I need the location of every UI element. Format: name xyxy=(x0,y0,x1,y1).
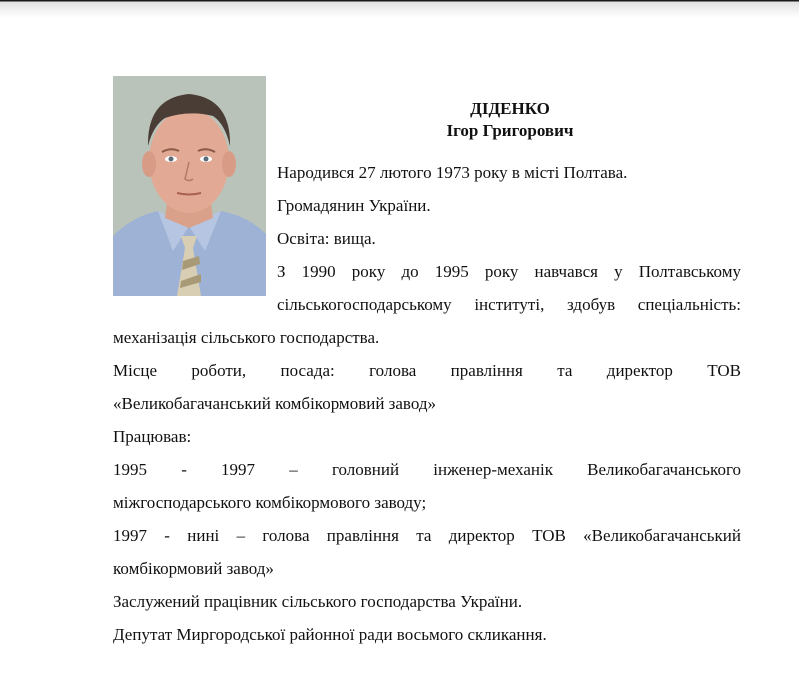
study-paragraph-cont xyxy=(277,295,741,315)
portrait-illustration xyxy=(113,76,266,296)
career-item-1 xyxy=(113,460,741,480)
citizenship-line: Громадянин України. xyxy=(277,196,431,215)
career-item-1-line-1: 1995 - 1997 – головний інженер-механік Великобагачанського xyxy=(113,460,741,479)
surname-heading: ДІДЕНКО xyxy=(470,99,550,118)
career-item-2 xyxy=(113,526,741,546)
deputy-line: Депутат Миргородської районної ради восьмого скликання. xyxy=(113,625,547,644)
specialty-line: механізація сільського господарства. xyxy=(113,328,380,347)
career-item-1-line-2: міжгосподарського комбікормового заводу; xyxy=(113,493,427,512)
study-paragraph xyxy=(277,262,741,282)
workplace-line-1: Місце роботи, посада: голова правління та директор ТОВ xyxy=(113,361,741,380)
worked-label: Працював: xyxy=(113,427,192,446)
workplace-line-2: «Великобагачанський комбікормовий завод» xyxy=(113,394,436,413)
portrait-photo xyxy=(113,76,266,296)
viewer-top-bar xyxy=(0,0,799,18)
honor-line: Заслужений працівник сільського господарства України. xyxy=(113,592,523,611)
given-names-heading: Ігор Григорович xyxy=(446,121,574,140)
career-item-2-line-2: комбікормовий завод» xyxy=(113,559,274,578)
birth-line: Народився 27 лютого 1973 року в місті Полтава. xyxy=(277,163,628,182)
career-item-2-line-1: 1997 - нині – голова правління та директор ТОВ «Великобагачанський xyxy=(113,526,741,545)
education-line: Освіта: вища. xyxy=(277,229,376,248)
workplace-paragraph xyxy=(113,361,741,381)
study-line-1: З 1990 року до 1995 року навчався у Полтавському xyxy=(277,262,741,281)
study-line-2: сільськогосподарському інституті, здобув спеціальність: xyxy=(277,295,741,314)
